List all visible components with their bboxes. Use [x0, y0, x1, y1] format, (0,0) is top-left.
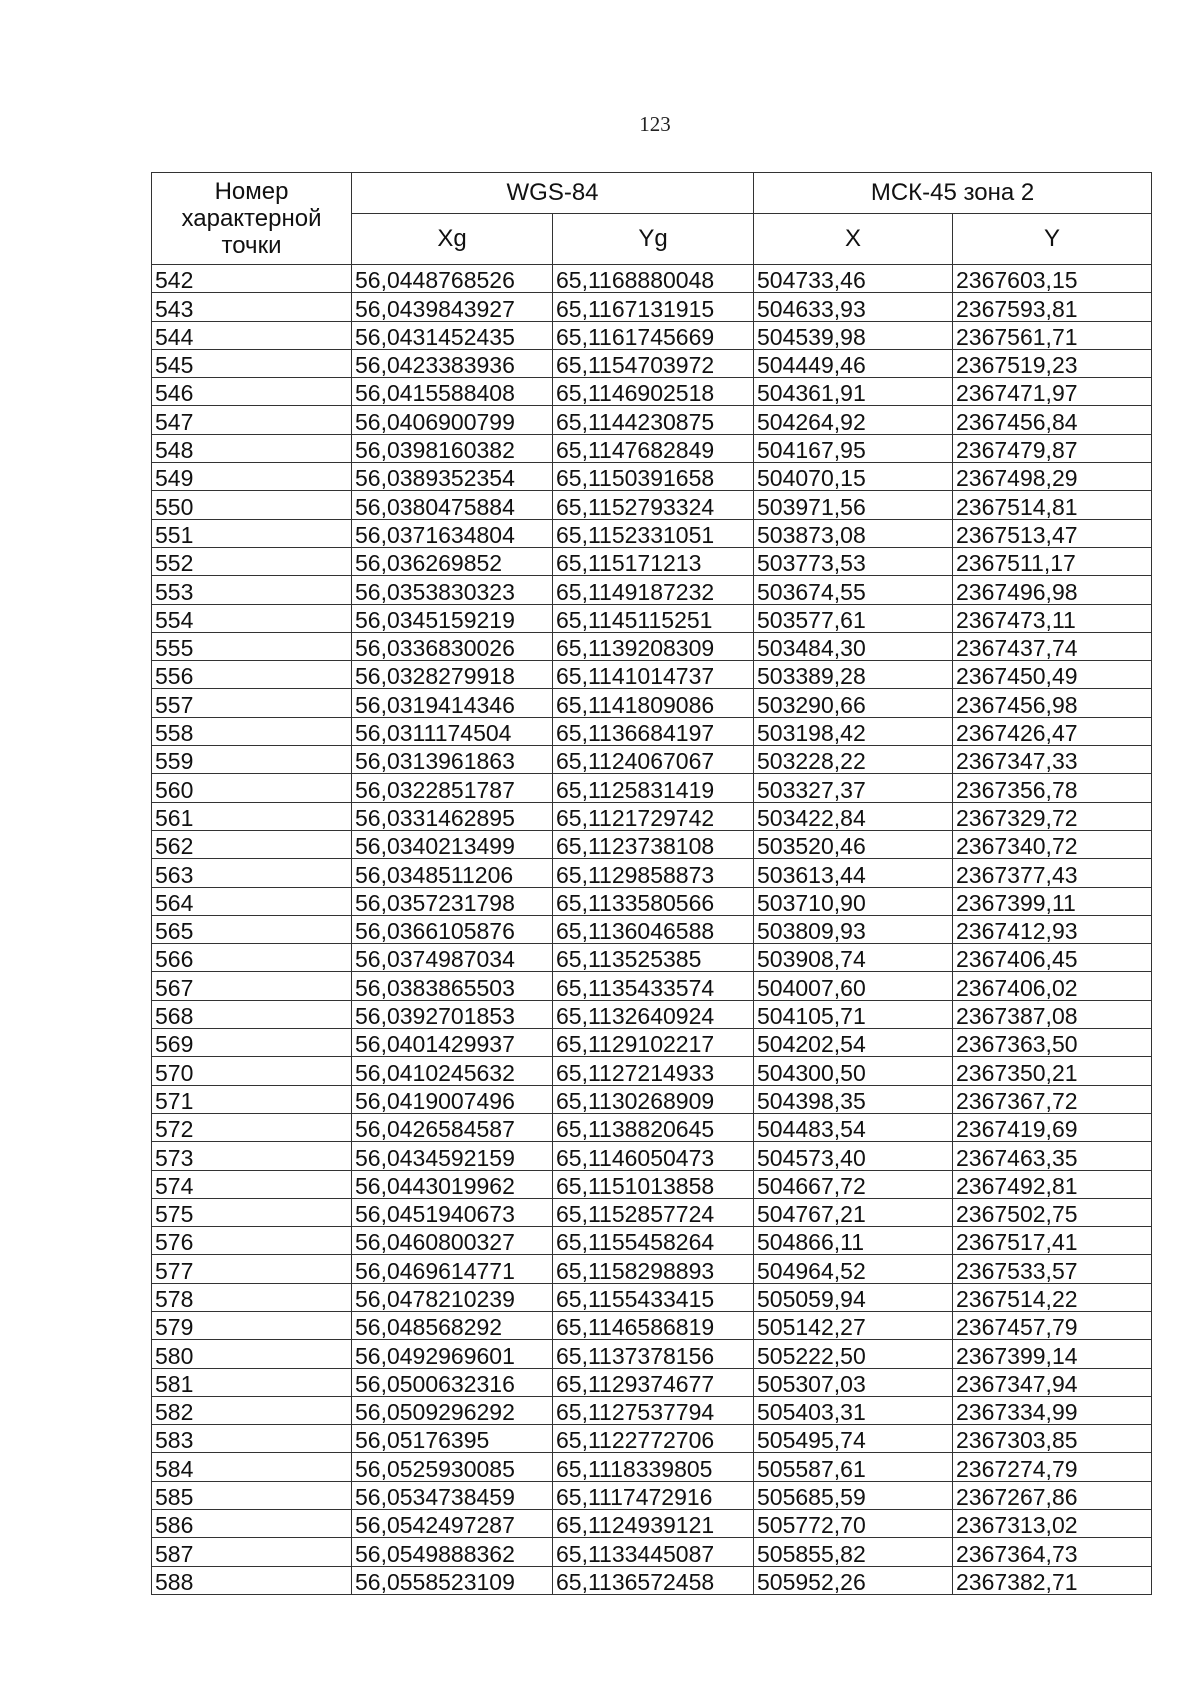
- table-row: [152, 859, 1152, 887]
- cell-yg: 65,1150391658: [553, 463, 754, 491]
- cell-point-number: 572: [152, 1113, 352, 1141]
- header-x: X: [754, 214, 953, 265]
- cell-x: 503873,08: [754, 519, 953, 547]
- cell-xg: 56,0451940673: [352, 1198, 553, 1226]
- cell-x: 504070,15: [754, 463, 953, 491]
- cell-y: 2367419,69: [953, 1113, 1152, 1141]
- cell-point-number: 550: [152, 491, 352, 519]
- cell-y: 2367406,45: [953, 944, 1152, 972]
- cell-yg: 65,1127537794: [553, 1396, 754, 1424]
- table-row: [152, 1029, 1152, 1057]
- cell-xg: 56,0313961863: [352, 746, 553, 774]
- cell-xg: 56,0415588408: [352, 378, 553, 406]
- cell-y: 2367533,57: [953, 1255, 1152, 1283]
- cell-x: 504264,92: [754, 406, 953, 434]
- cell-x: 503710,90: [754, 887, 953, 915]
- cell-yg: 65,1168880048: [553, 265, 754, 293]
- cell-xg: 56,0331462895: [352, 802, 553, 830]
- cell-x: 503809,93: [754, 915, 953, 943]
- cell-point-number: 562: [152, 830, 352, 858]
- cell-x: 505222,50: [754, 1340, 953, 1368]
- cell-y: 2367517,41: [953, 1227, 1152, 1255]
- cell-xg: 56,0534738459: [352, 1481, 553, 1509]
- cell-y: 2367334,99: [953, 1396, 1152, 1424]
- cell-y: 2367561,71: [953, 321, 1152, 349]
- table-row: [152, 972, 1152, 1000]
- table-row: [152, 519, 1152, 547]
- cell-point-number: 575: [152, 1198, 352, 1226]
- table-row: [152, 830, 1152, 858]
- table-row: [152, 604, 1152, 632]
- cell-y: 2367514,22: [953, 1283, 1152, 1311]
- cell-yg: 65,1125831419: [553, 774, 754, 802]
- cell-point-number: 544: [152, 321, 352, 349]
- cell-yg: 65,1158298893: [553, 1255, 754, 1283]
- cell-y: 2367471,97: [953, 378, 1152, 406]
- table-row: [152, 1340, 1152, 1368]
- cell-x: 505495,74: [754, 1425, 953, 1453]
- cell-yg: 65,1130268909: [553, 1085, 754, 1113]
- cell-point-number: 552: [152, 547, 352, 575]
- cell-x: 505307,03: [754, 1368, 953, 1396]
- table-row: [152, 1085, 1152, 1113]
- cell-point-number: 570: [152, 1057, 352, 1085]
- cell-y: 2367426,47: [953, 717, 1152, 745]
- cell-y: 2367593,81: [953, 293, 1152, 321]
- cell-xg: 56,0336830026: [352, 632, 553, 660]
- table-row: [152, 1198, 1152, 1226]
- cell-y: 2367496,98: [953, 576, 1152, 604]
- cell-x: 503389,28: [754, 661, 953, 689]
- cell-y: 2367479,87: [953, 434, 1152, 462]
- header-wgs84: WGS-84: [352, 173, 754, 214]
- cell-point-number: 568: [152, 1000, 352, 1028]
- cell-xg: 56,0340213499: [352, 830, 553, 858]
- cell-xg: 56,0492969601: [352, 1340, 553, 1368]
- cell-point-number: 545: [152, 349, 352, 377]
- cell-yg: 65,1149187232: [553, 576, 754, 604]
- cell-yg: 65,1138820645: [553, 1113, 754, 1141]
- cell-yg: 65,1145115251: [553, 604, 754, 632]
- cell-x: 504633,93: [754, 293, 953, 321]
- cell-point-number: 567: [152, 972, 352, 1000]
- cell-point-number: 551: [152, 519, 352, 547]
- cell-y: 2367387,08: [953, 1000, 1152, 1028]
- cell-yg: 65,1161745669: [553, 321, 754, 349]
- table-row: [152, 1566, 1152, 1594]
- table-row: [152, 1255, 1152, 1283]
- cell-yg: 65,1152331051: [553, 519, 754, 547]
- cell-y: 2367492,81: [953, 1170, 1152, 1198]
- cell-point-number: 543: [152, 293, 352, 321]
- cell-point-number: 566: [152, 944, 352, 972]
- cell-xg: 56,0345159219: [352, 604, 553, 632]
- cell-point-number: 553: [152, 576, 352, 604]
- cell-point-number: 579: [152, 1311, 352, 1339]
- cell-xg: 56,036269852: [352, 547, 553, 575]
- cell-x: 505142,27: [754, 1311, 953, 1339]
- cell-yg: 65,113525385: [553, 944, 754, 972]
- cell-yg: 65,1129374677: [553, 1368, 754, 1396]
- cell-xg: 56,0469614771: [352, 1255, 553, 1283]
- cell-yg: 65,1154703972: [553, 349, 754, 377]
- header-xg: Xg: [352, 214, 553, 265]
- cell-x: 503484,30: [754, 632, 953, 660]
- cell-xg: 56,0542497287: [352, 1510, 553, 1538]
- table-row: [152, 1113, 1152, 1141]
- cell-yg: 65,1155458264: [553, 1227, 754, 1255]
- cell-yg: 65,1135433574: [553, 972, 754, 1000]
- cell-point-number: 580: [152, 1340, 352, 1368]
- cell-yg: 65,1167131915: [553, 293, 754, 321]
- cell-xg: 56,0380475884: [352, 491, 553, 519]
- cell-xg: 56,0374987034: [352, 944, 553, 972]
- cell-y: 2367514,81: [953, 491, 1152, 519]
- cell-xg: 56,0357231798: [352, 887, 553, 915]
- cell-yg: 65,1146050473: [553, 1142, 754, 1170]
- cell-x: 503520,46: [754, 830, 953, 858]
- cell-y: 2367463,35: [953, 1142, 1152, 1170]
- cell-yg: 65,1146902518: [553, 378, 754, 406]
- cell-point-number: 584: [152, 1453, 352, 1481]
- cell-x: 504733,46: [754, 265, 953, 293]
- cell-y: 2367274,79: [953, 1453, 1152, 1481]
- table-row: [152, 321, 1152, 349]
- cell-yg: 65,1136572458: [553, 1566, 754, 1594]
- cell-x: 504483,54: [754, 1113, 953, 1141]
- cell-y: 2367412,93: [953, 915, 1152, 943]
- table-row: [152, 1057, 1152, 1085]
- cell-point-number: 549: [152, 463, 352, 491]
- cell-yg: 65,1139208309: [553, 632, 754, 660]
- cell-xg: 56,0383865503: [352, 972, 553, 1000]
- cell-y: 2367519,23: [953, 349, 1152, 377]
- cell-point-number: 542: [152, 265, 352, 293]
- cell-xg: 56,0348511206: [352, 859, 553, 887]
- table-row: [152, 1396, 1152, 1424]
- cell-x: 504767,21: [754, 1198, 953, 1226]
- cell-x: 504105,71: [754, 1000, 953, 1028]
- cell-yg: 65,1147682849: [553, 434, 754, 462]
- cell-y: 2367367,72: [953, 1085, 1152, 1113]
- table-row: [152, 491, 1152, 519]
- table-row: [152, 717, 1152, 745]
- cell-x: 504449,46: [754, 349, 953, 377]
- cell-yg: 65,1141014737: [553, 661, 754, 689]
- cell-point-number: 587: [152, 1538, 352, 1566]
- cell-yg: 65,1152793324: [553, 491, 754, 519]
- cell-xg: 56,0423383936: [352, 349, 553, 377]
- cell-xg: 56,0389352354: [352, 463, 553, 491]
- cell-yg: 65,115171213: [553, 547, 754, 575]
- cell-point-number: 578: [152, 1283, 352, 1311]
- cell-yg: 65,1117472916: [553, 1481, 754, 1509]
- cell-xg: 56,0410245632: [352, 1057, 553, 1085]
- cell-yg: 65,1133580566: [553, 887, 754, 915]
- cell-xg: 56,0406900799: [352, 406, 553, 434]
- cell-x: 504007,60: [754, 972, 953, 1000]
- cell-point-number: 571: [152, 1085, 352, 1113]
- cell-x: 503422,84: [754, 802, 953, 830]
- cell-xg: 56,0549888362: [352, 1538, 553, 1566]
- cell-y: 2367303,85: [953, 1425, 1152, 1453]
- cell-xg: 56,0500632316: [352, 1368, 553, 1396]
- cell-xg: 56,0460800327: [352, 1227, 553, 1255]
- cell-yg: 65,1129102217: [553, 1029, 754, 1057]
- cell-xg: 56,0426584587: [352, 1113, 553, 1141]
- cell-xg: 56,0525930085: [352, 1453, 553, 1481]
- table-row: [152, 378, 1152, 406]
- cell-point-number: 554: [152, 604, 352, 632]
- cell-x: 503228,22: [754, 746, 953, 774]
- cell-point-number: 560: [152, 774, 352, 802]
- table-row: [152, 1311, 1152, 1339]
- cell-point-number: 574: [152, 1170, 352, 1198]
- cell-yg: 65,1122772706: [553, 1425, 754, 1453]
- cell-point-number: 564: [152, 887, 352, 915]
- cell-y: 2367513,47: [953, 519, 1152, 547]
- cell-xg: 56,0448768526: [352, 265, 553, 293]
- cell-x: 504539,98: [754, 321, 953, 349]
- table-row: [152, 887, 1152, 915]
- cell-y: 2367356,78: [953, 774, 1152, 802]
- page-number: [0, 112, 1200, 137]
- cell-yg: 65,1151013858: [553, 1170, 754, 1198]
- header-row-groups: [152, 173, 1152, 214]
- cell-y: 2367498,29: [953, 463, 1152, 491]
- table-row: [152, 1453, 1152, 1481]
- cell-x: 505952,26: [754, 1566, 953, 1594]
- cell-y: 2367382,71: [953, 1566, 1152, 1594]
- cell-yg: 65,1144230875: [553, 406, 754, 434]
- table-row: [152, 802, 1152, 830]
- cell-yg: 65,1141809086: [553, 689, 754, 717]
- table-row: [152, 746, 1152, 774]
- cell-xg: 56,0398160382: [352, 434, 553, 462]
- cell-x: 504866,11: [754, 1227, 953, 1255]
- cell-yg: 65,1118339805: [553, 1453, 754, 1481]
- cell-xg: 56,0443019962: [352, 1170, 553, 1198]
- table-row: [152, 1368, 1152, 1396]
- header-msk45: МСК-45 зона 2: [754, 173, 1152, 214]
- header-y: Y: [953, 214, 1152, 265]
- cell-x: 504300,50: [754, 1057, 953, 1085]
- table-row: [152, 1538, 1152, 1566]
- cell-point-number: 576: [152, 1227, 352, 1255]
- cell-x: 503613,44: [754, 859, 953, 887]
- cell-y: 2367456,84: [953, 406, 1152, 434]
- cell-yg: 65,1133445087: [553, 1538, 754, 1566]
- cell-xg: 56,0431452435: [352, 321, 553, 349]
- cell-yg: 65,1132640924: [553, 1000, 754, 1028]
- table-row: [152, 576, 1152, 604]
- cell-y: 2367399,11: [953, 887, 1152, 915]
- table-header: [152, 173, 1152, 265]
- cell-xg: 56,0366105876: [352, 915, 553, 943]
- cell-yg: 65,1146586819: [553, 1311, 754, 1339]
- cell-yg: 65,1121729742: [553, 802, 754, 830]
- cell-y: 2367473,11: [953, 604, 1152, 632]
- cell-xg: 56,0353830323: [352, 576, 553, 604]
- cell-point-number: 548: [152, 434, 352, 462]
- cell-x: 503290,66: [754, 689, 953, 717]
- cell-y: 2367502,75: [953, 1198, 1152, 1226]
- table-row: [152, 265, 1152, 293]
- cell-yg: 65,1123738108: [553, 830, 754, 858]
- cell-yg: 65,1136684197: [553, 717, 754, 745]
- cell-y: 2367437,74: [953, 632, 1152, 660]
- cell-y: 2367347,33: [953, 746, 1152, 774]
- header-point-number: Номер характерной точки: [152, 173, 352, 265]
- cell-yg: 65,1124067067: [553, 746, 754, 774]
- cell-xg: 56,0328279918: [352, 661, 553, 689]
- cell-yg: 65,1155433415: [553, 1283, 754, 1311]
- cell-xg: 56,0509296292: [352, 1396, 553, 1424]
- cell-y: 2367399,14: [953, 1340, 1152, 1368]
- cell-y: 2367340,72: [953, 830, 1152, 858]
- cell-xg: 56,0311174504: [352, 717, 553, 745]
- table-row: [152, 774, 1152, 802]
- table-row: [152, 293, 1152, 321]
- cell-xg: 56,0558523109: [352, 1566, 553, 1594]
- cell-xg: 56,0478210239: [352, 1283, 553, 1311]
- cell-point-number: 547: [152, 406, 352, 434]
- cell-x: 504202,54: [754, 1029, 953, 1057]
- cell-y: 2367350,21: [953, 1057, 1152, 1085]
- cell-point-number: 583: [152, 1425, 352, 1453]
- table-row: [152, 434, 1152, 462]
- cell-x: 504964,52: [754, 1255, 953, 1283]
- cell-point-number: 577: [152, 1255, 352, 1283]
- cell-y: 2367267,86: [953, 1481, 1152, 1509]
- cell-y: 2367457,79: [953, 1311, 1152, 1339]
- cell-xg: 56,0392701853: [352, 1000, 553, 1028]
- cell-xg: 56,048568292: [352, 1311, 553, 1339]
- cell-y: 2367377,43: [953, 859, 1152, 887]
- cell-point-number: 557: [152, 689, 352, 717]
- cell-point-number: 581: [152, 1368, 352, 1396]
- cell-xg: 56,0434592159: [352, 1142, 553, 1170]
- cell-yg: 65,1127214933: [553, 1057, 754, 1085]
- table-row: [152, 1142, 1152, 1170]
- table-row: [152, 1227, 1152, 1255]
- table-row: [152, 1170, 1152, 1198]
- table-row: [152, 547, 1152, 575]
- table-row: [152, 1510, 1152, 1538]
- table-row: [152, 689, 1152, 717]
- cell-y: 2367329,72: [953, 802, 1152, 830]
- cell-x: 503198,42: [754, 717, 953, 745]
- cell-point-number: 588: [152, 1566, 352, 1594]
- cell-x: 505772,70: [754, 1510, 953, 1538]
- cell-xg: 56,0322851787: [352, 774, 553, 802]
- cell-yg: 65,1136046588: [553, 915, 754, 943]
- table-row: [152, 661, 1152, 689]
- cell-xg: 56,0419007496: [352, 1085, 553, 1113]
- cell-y: 2367347,94: [953, 1368, 1152, 1396]
- cell-x: 505587,61: [754, 1453, 953, 1481]
- cell-yg: 65,1137378156: [553, 1340, 754, 1368]
- cell-xg: 56,05176395: [352, 1425, 553, 1453]
- cell-y: 2367313,02: [953, 1510, 1152, 1538]
- cell-point-number: 546: [152, 378, 352, 406]
- cell-x: 503971,56: [754, 491, 953, 519]
- table-row: [152, 944, 1152, 972]
- cell-yg: 65,1152857724: [553, 1198, 754, 1226]
- cell-x: 504398,35: [754, 1085, 953, 1113]
- table-body: [152, 265, 1152, 1595]
- cell-x: 505403,31: [754, 1396, 953, 1424]
- cell-x: 504573,40: [754, 1142, 953, 1170]
- cell-yg: 65,1124939121: [553, 1510, 754, 1538]
- cell-x: 503773,53: [754, 547, 953, 575]
- cell-y: 2367406,02: [953, 972, 1152, 1000]
- cell-x: 504167,95: [754, 434, 953, 462]
- cell-x: 505855,82: [754, 1538, 953, 1566]
- cell-point-number: 565: [152, 915, 352, 943]
- cell-point-number: 556: [152, 661, 352, 689]
- cell-point-number: 561: [152, 802, 352, 830]
- cell-point-number: 558: [152, 717, 352, 745]
- cell-point-number: 582: [152, 1396, 352, 1424]
- cell-point-number: 573: [152, 1142, 352, 1170]
- table-row: [152, 463, 1152, 491]
- table-row: [152, 1425, 1152, 1453]
- table-row: [152, 915, 1152, 943]
- cell-y: 2367456,98: [953, 689, 1152, 717]
- table-row: [152, 349, 1152, 377]
- cell-x: 503674,55: [754, 576, 953, 604]
- table-row: [152, 1481, 1152, 1509]
- cell-point-number: 585: [152, 1481, 352, 1509]
- table-row: [152, 406, 1152, 434]
- cell-x: 504667,72: [754, 1170, 953, 1198]
- table-row: [152, 632, 1152, 660]
- cell-point-number: 563: [152, 859, 352, 887]
- header-yg: Yg: [553, 214, 754, 265]
- cell-xg: 56,0371634804: [352, 519, 553, 547]
- cell-x: 503327,37: [754, 774, 953, 802]
- cell-point-number: 559: [152, 746, 352, 774]
- table-row: [152, 1283, 1152, 1311]
- cell-x: 505685,59: [754, 1481, 953, 1509]
- cell-y: 2367603,15: [953, 265, 1152, 293]
- cell-xg: 56,0319414346: [352, 689, 553, 717]
- cell-point-number: 555: [152, 632, 352, 660]
- cell-y: 2367450,49: [953, 661, 1152, 689]
- cell-xg: 56,0401429937: [352, 1029, 553, 1057]
- cell-point-number: 569: [152, 1029, 352, 1057]
- cell-x: 503908,74: [754, 944, 953, 972]
- cell-xg: 56,0439843927: [352, 293, 553, 321]
- cell-x: 505059,94: [754, 1283, 953, 1311]
- coordinates-table: [151, 172, 1152, 1595]
- cell-y: 2367511,17: [953, 547, 1152, 575]
- cell-yg: 65,1129858873: [553, 859, 754, 887]
- cell-point-number: 586: [152, 1510, 352, 1538]
- page-number-text: 123: [639, 112, 671, 136]
- cell-x: 503577,61: [754, 604, 953, 632]
- table-row: [152, 1000, 1152, 1028]
- cell-x: 504361,91: [754, 378, 953, 406]
- cell-y: 2367363,50: [953, 1029, 1152, 1057]
- cell-y: 2367364,73: [953, 1538, 1152, 1566]
